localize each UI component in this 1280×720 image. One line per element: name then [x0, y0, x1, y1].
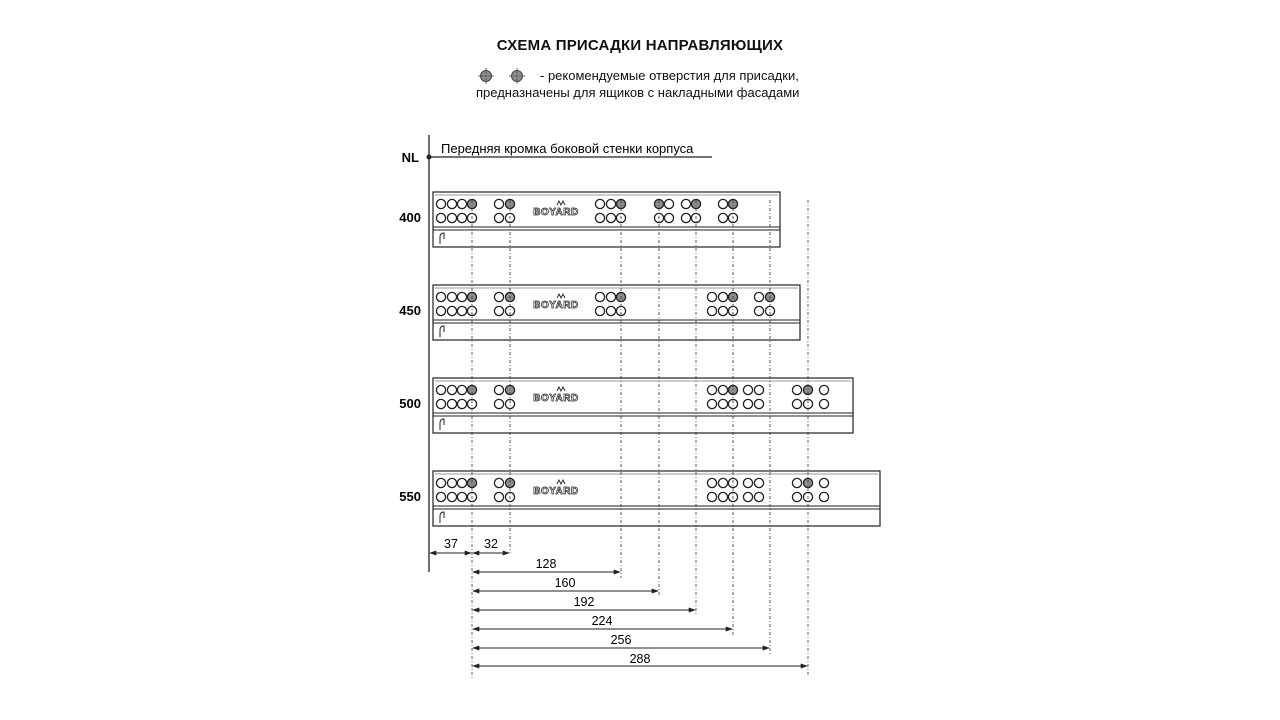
mounting-hole [436, 199, 445, 208]
mounting-hole [819, 399, 828, 408]
mounting-hole [494, 492, 503, 501]
mounting-hole [718, 399, 727, 408]
mounting-hole [447, 478, 456, 487]
mounting-hole [792, 492, 801, 501]
mounting-hole [494, 478, 503, 487]
front-edge-caption: Передняя кромка боковой стенки корпуса [441, 141, 694, 156]
mounting-hole [447, 306, 456, 315]
mounting-hole [457, 306, 466, 315]
mounting-hole [457, 492, 466, 501]
mounting-hole [447, 385, 456, 394]
mounting-hole [664, 213, 673, 222]
mounting-hole [754, 292, 763, 301]
rail-length-label: 400 [399, 210, 421, 225]
brand-logo: BOYARD [533, 486, 579, 497]
legend-text-line-1: - рекомендуемые отверстия для присадки, [540, 68, 799, 83]
mounting-hole [595, 199, 604, 208]
rail-450 [399, 285, 800, 340]
mounting-hole [743, 385, 752, 394]
mounting-hole [436, 306, 445, 315]
mounting-hole [707, 292, 716, 301]
dimension-guides [472, 200, 808, 680]
mounting-hole [707, 399, 716, 408]
mounting-hole [743, 478, 752, 487]
mounting-hole [494, 385, 503, 394]
mounting-hole [447, 199, 456, 208]
mounting-hole [707, 306, 716, 315]
rail-400 [399, 192, 780, 247]
mounting-hole [754, 492, 763, 501]
dimension-128 [473, 557, 620, 572]
mounting-hole [457, 399, 466, 408]
mounting-hole [819, 478, 828, 487]
mounting-hole [707, 385, 716, 394]
mounting-hole [754, 478, 763, 487]
dimension-label: 128 [535, 557, 557, 571]
dimension-label: 192 [573, 595, 595, 609]
mounting-hole [754, 306, 763, 315]
mounting-hole [718, 292, 727, 301]
dimension-37 [430, 537, 471, 553]
mounting-hole [792, 399, 801, 408]
mounting-hole [436, 399, 445, 408]
mounting-hole [743, 399, 752, 408]
mounting-hole [681, 199, 690, 208]
dimension-label: 32 [484, 537, 498, 551]
mounting-hole [754, 399, 763, 408]
dimension-label: 256 [610, 633, 632, 647]
rail-length-label: 450 [399, 303, 421, 318]
mounting-hole [819, 385, 828, 394]
dimension-label: 224 [591, 614, 613, 628]
dimension-288 [473, 652, 807, 666]
mounting-hole [595, 292, 604, 301]
mounting-hole [436, 492, 445, 501]
mounting-hole [718, 492, 727, 501]
dimension-160 [473, 576, 658, 591]
mounting-hole [447, 292, 456, 301]
legend-hole-icons [478, 68, 525, 84]
mounting-hole [494, 399, 503, 408]
brand-logo: BOYARD [533, 393, 579, 404]
dimension-32 [473, 537, 509, 553]
mounting-hole [606, 306, 615, 315]
mounting-hole [457, 292, 466, 301]
diagram-title: СХЕМА ПРИСАДКИ НАПРАВЛЯЮЩИХ [496, 37, 784, 54]
mounting-hole [595, 213, 604, 222]
mounting-hole [792, 478, 801, 487]
mounting-hole [718, 385, 727, 394]
rail-500 [399, 378, 853, 433]
mounting-hole [436, 292, 445, 301]
mounting-hole [436, 478, 445, 487]
mounting-hole [457, 478, 466, 487]
mounting-hole [494, 306, 503, 315]
mounting-hole [595, 306, 604, 315]
mounting-hole [718, 306, 727, 315]
mounting-hole [494, 199, 503, 208]
mounting-hole [681, 213, 690, 222]
mounting-hole [447, 492, 456, 501]
rail-length-label: 550 [399, 489, 421, 504]
mounting-hole [718, 478, 727, 487]
dimension-192 [473, 595, 695, 610]
mounting-hole [606, 292, 615, 301]
dimension-lines [430, 537, 807, 666]
mounting-hole [718, 199, 727, 208]
dimension-label: 160 [554, 576, 576, 590]
brand-logo: BOYARD [533, 207, 579, 218]
mounting-hole [707, 478, 716, 487]
nl-label: NL [401, 150, 419, 165]
mounting-hole [457, 199, 466, 208]
mounting-hole [606, 199, 615, 208]
legend-text-line-2: предназначены для ящиков с накладными фасадами [476, 85, 800, 100]
mounting-hole [457, 385, 466, 394]
mounting-hole [707, 492, 716, 501]
mounting-hole [494, 292, 503, 301]
mounting-hole [792, 385, 801, 394]
dimension-224 [473, 614, 732, 629]
dimension-label: 288 [629, 652, 651, 666]
mounting-hole [436, 213, 445, 222]
dimension-label: 37 [444, 537, 458, 551]
mounting-hole [743, 492, 752, 501]
mounting-hole [819, 492, 828, 501]
dimension-256 [473, 633, 769, 648]
mounting-hole [447, 399, 456, 408]
mounting-hole [754, 385, 763, 394]
mounting-hole [718, 213, 727, 222]
mounting-hole [436, 385, 445, 394]
mounting-hole [447, 213, 456, 222]
mounting-hole [457, 213, 466, 222]
brand-logo: BOYARD [533, 300, 579, 311]
rail-length-label: 500 [399, 396, 421, 411]
mounting-hole [664, 199, 673, 208]
mounting-hole [606, 213, 615, 222]
mounting-hole [494, 213, 503, 222]
